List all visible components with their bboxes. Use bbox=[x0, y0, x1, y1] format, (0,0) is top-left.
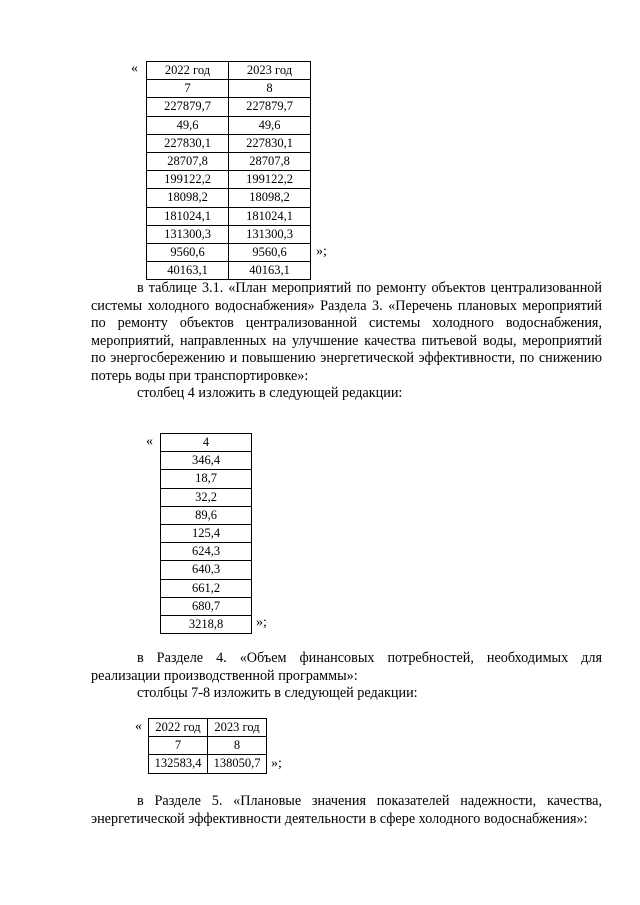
table-cell: 4 bbox=[161, 434, 252, 452]
table-row bbox=[147, 116, 311, 134]
table-row bbox=[147, 98, 311, 116]
table-row bbox=[147, 80, 311, 98]
table3 bbox=[148, 718, 267, 774]
table-cell: 181024,1 bbox=[229, 207, 311, 225]
table-row bbox=[161, 470, 252, 488]
table-cell: 125,4 bbox=[161, 525, 252, 543]
instruction-columns-7-8: столбцы 7-8 изложить в следующей редакции: bbox=[137, 685, 418, 701]
table-row bbox=[161, 543, 252, 561]
table-cell: 131300,3 bbox=[229, 225, 311, 243]
table-row bbox=[147, 244, 311, 262]
table3-close-quote: »; bbox=[271, 756, 282, 771]
table-row bbox=[147, 189, 311, 207]
table-cell: 227830,1 bbox=[229, 134, 311, 152]
table-row bbox=[147, 262, 311, 280]
table1-open-quote: « bbox=[131, 61, 138, 76]
table-cell: 199122,2 bbox=[229, 171, 311, 189]
instruction-column4: столбец 4 изложить в следующей редакции: bbox=[137, 385, 403, 401]
paragraph-section5-text: в Разделе 5. «Плановые значения показателей надежности, качества, энергетической эффективности деятельности в сфере холодного водоснабжения»: bbox=[91, 793, 602, 827]
table-cell: 2023 год bbox=[229, 62, 311, 80]
table1-close-quote: »; bbox=[316, 244, 327, 259]
table-cell: 132583,4 bbox=[149, 755, 208, 773]
paragraph-section3-text: в таблице 3.1. «План мероприятий по ремонту объектов централизованной системы холодного водоснабжения» Раздела 3. «Перечень плановых мероприятий по ремонту объектов централизованной системы холодного водоснабжения, мероприятий, направленных на улучшение качества питьевой воды, мероприятий по энергосбережению и повышению энергетической эффективности, по снижению потерь воды при транспортировке»: bbox=[91, 280, 602, 384]
table-cell: 18,7 bbox=[161, 470, 252, 488]
table-cell: 28707,8 bbox=[147, 153, 229, 171]
table-cell: 227830,1 bbox=[147, 134, 229, 152]
table-row bbox=[149, 719, 267, 737]
table-row bbox=[147, 153, 311, 171]
table2 bbox=[160, 433, 252, 634]
table-row bbox=[161, 434, 252, 452]
paragraph-section5 bbox=[91, 793, 602, 828]
table-cell: 2022 год bbox=[149, 719, 208, 737]
table-cell: 8 bbox=[229, 80, 311, 98]
table-cell: 18098,2 bbox=[147, 189, 229, 207]
table-cell: 40163,1 bbox=[147, 262, 229, 280]
table-row bbox=[147, 134, 311, 152]
table-row bbox=[161, 579, 252, 597]
table-cell: 131300,3 bbox=[147, 225, 229, 243]
table-cell: 680,7 bbox=[161, 597, 252, 615]
table-row bbox=[161, 597, 252, 615]
table-cell: 7 bbox=[149, 737, 208, 755]
table-cell: 32,2 bbox=[161, 488, 252, 506]
table2-close-quote: »; bbox=[256, 615, 267, 630]
table-cell: 2022 год bbox=[147, 62, 229, 80]
table1 bbox=[146, 61, 311, 280]
table3-open-quote: « bbox=[135, 719, 142, 734]
table-row bbox=[147, 171, 311, 189]
table-cell: 227879,7 bbox=[147, 98, 229, 116]
table-cell: 9560,6 bbox=[147, 244, 229, 262]
table-cell: 2023 год bbox=[208, 719, 267, 737]
table-cell: 40163,1 bbox=[229, 262, 311, 280]
table-row bbox=[149, 737, 267, 755]
table-cell: 49,6 bbox=[147, 116, 229, 134]
table-row bbox=[161, 525, 252, 543]
table-cell: 3218,8 bbox=[161, 616, 252, 634]
table-row bbox=[161, 506, 252, 524]
table-row bbox=[161, 452, 252, 470]
table-cell: 661,2 bbox=[161, 579, 252, 597]
table-cell: 138050,7 bbox=[208, 755, 267, 773]
table-row bbox=[147, 225, 311, 243]
table-row bbox=[161, 488, 252, 506]
paragraph-section3 bbox=[91, 280, 602, 403]
table-cell: 18098,2 bbox=[229, 189, 311, 207]
table-cell: 49,6 bbox=[229, 116, 311, 134]
table-cell: 199122,2 bbox=[147, 171, 229, 189]
table-cell: 89,6 bbox=[161, 506, 252, 524]
table-cell: 9560,6 bbox=[229, 244, 311, 262]
table2-open-quote: « bbox=[146, 434, 153, 449]
table-row bbox=[149, 755, 267, 773]
paragraph-section4-text: в Разделе 4. «Объем финансовых потребностей, необходимых для реализации производственной программы»: bbox=[91, 650, 602, 684]
table-cell: 346,4 bbox=[161, 452, 252, 470]
table-row bbox=[161, 561, 252, 579]
table-row bbox=[161, 616, 252, 634]
table-cell: 28707,8 bbox=[229, 153, 311, 171]
table-cell: 640,3 bbox=[161, 561, 252, 579]
table-cell: 7 bbox=[147, 80, 229, 98]
table-cell: 8 bbox=[208, 737, 267, 755]
table-cell: 624,3 bbox=[161, 543, 252, 561]
table-cell: 227879,7 bbox=[229, 98, 311, 116]
paragraph-section4 bbox=[91, 650, 602, 703]
table-row bbox=[147, 207, 311, 225]
table-row bbox=[147, 62, 311, 80]
table-cell: 181024,1 bbox=[147, 207, 229, 225]
